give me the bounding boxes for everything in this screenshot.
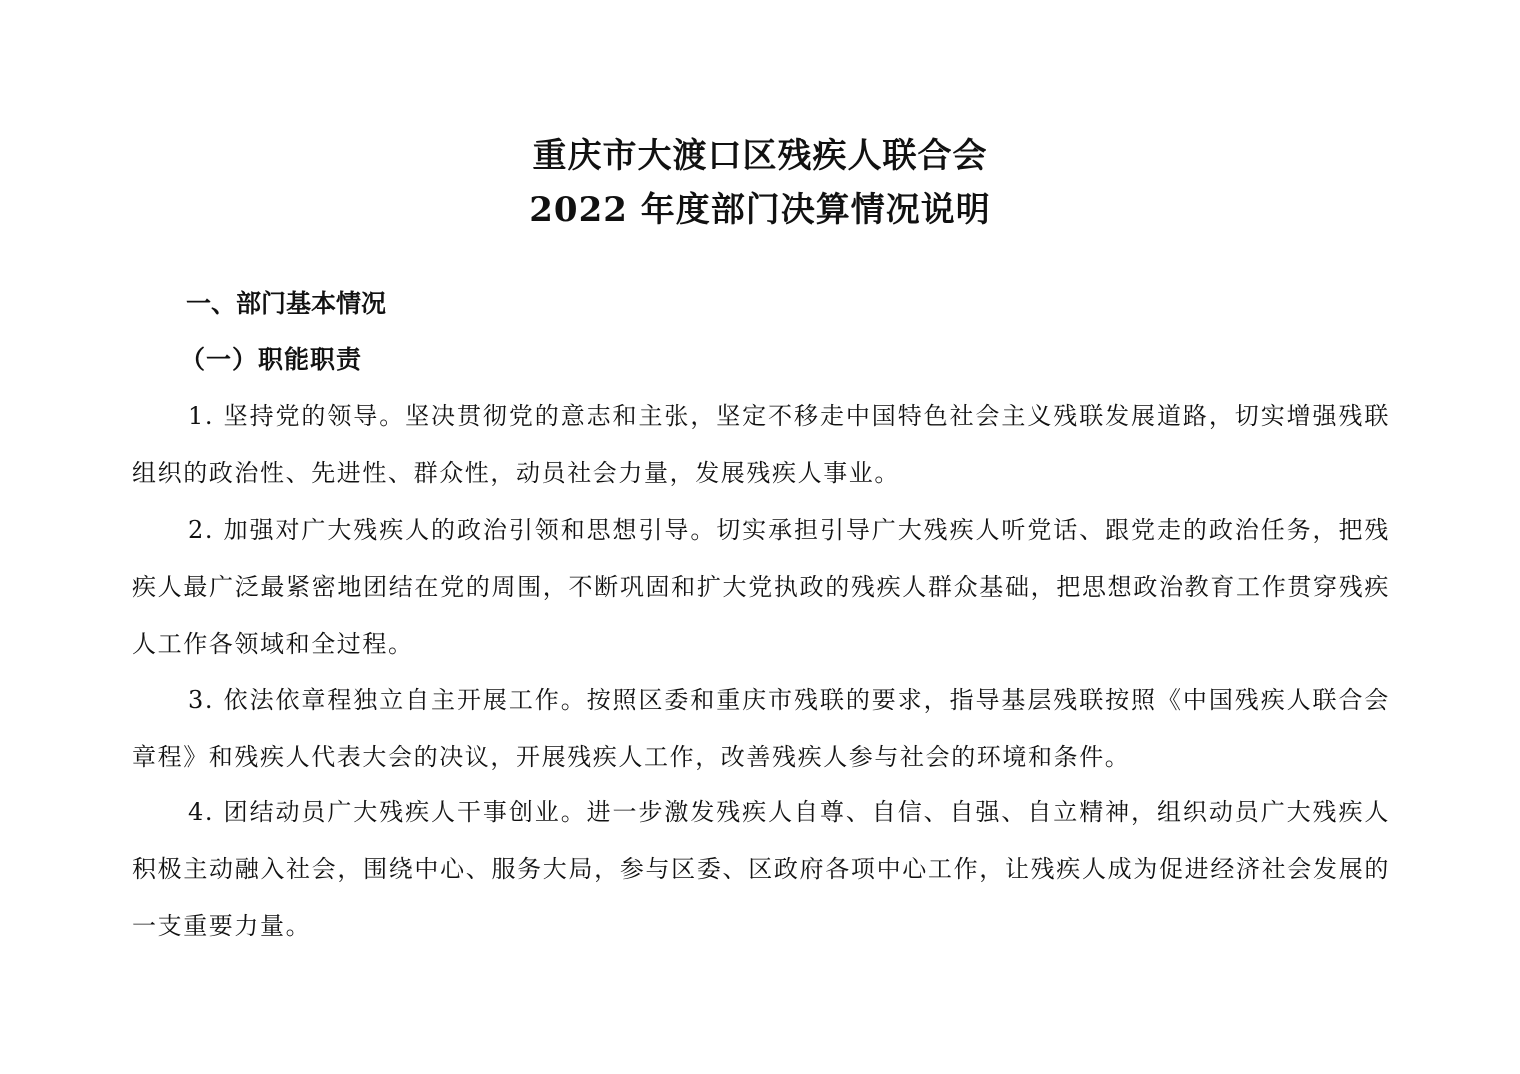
subsection-heading-duties: （一）职能职责 xyxy=(180,345,363,374)
document-title-line2: 2022 年度部门决算情况说明 xyxy=(529,190,991,230)
paragraph-1: 1. 坚持党的领导。坚决贯彻党的意志和主张，坚定不移走中国特色社会主义残联发展道路，切实增强残联组织的政治性、先进性、群众性，动员社会力量，发展残疾人事业。 xyxy=(132,402,1390,487)
paragraph-2: 2. 加强对广大残疾人的政治引领和思想引导。切实承担引导广大残疾人听党话、跟党走的政治任务，把残疾人最广泛最紧密地团结在党的周围，不断巩固和扩大党执政的残疾人群众基础，把思想政治教育工作贯穿残疾人工作各领域和全过程。 xyxy=(132,516,1390,658)
paragraph-4: 4. 团结动员广大残疾人干事创业。进一步激发残疾人自尊、自信、自强、自立精神，组织动员广大残疾人积极主动融入社会，围绕中心、服务大局，参与区委、区政府各项中心工作，让残疾人成为促进经济社会发展的一支重要力量。 xyxy=(132,798,1390,940)
paragraph-3: 3. 依法依章程独立自主开展工作。按照区委和重庆市残联的要求，指导基层残联按照《中国残疾人联合会章程》和残疾人代表大会的决议，开展残疾人工作，改善残疾人参与社会的环境和条件。 xyxy=(132,686,1390,771)
document-title-line1: 重庆市大渡口区残疾人联合会 xyxy=(532,136,988,176)
section-heading-basic-info: 一、部门基本情况 xyxy=(186,289,387,318)
